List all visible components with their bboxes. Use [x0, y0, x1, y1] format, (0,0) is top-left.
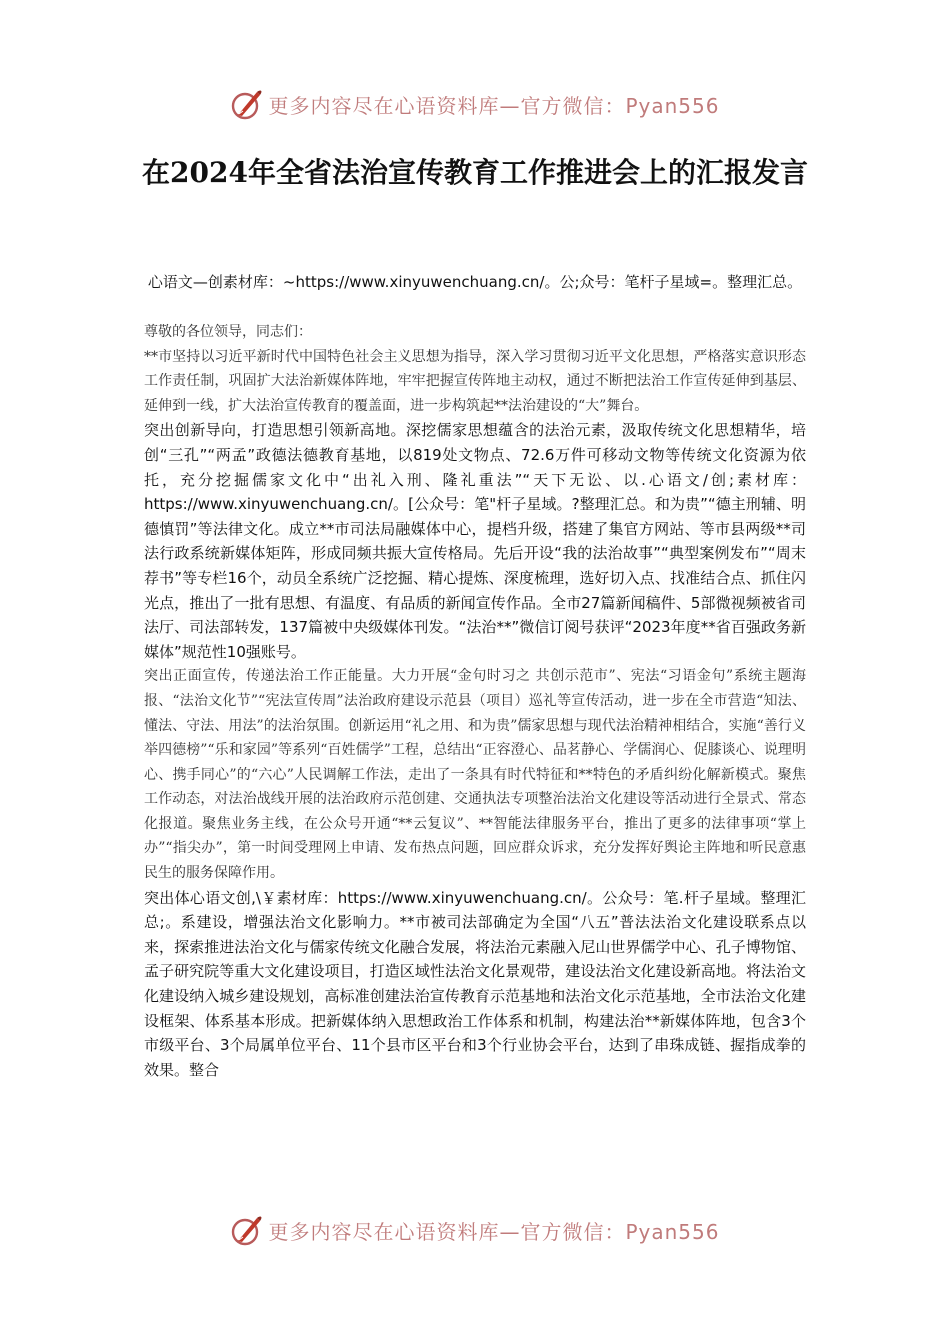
banner-text: 更多内容尽在心语资料库—官方微信：Pyan556 [268, 93, 720, 118]
document-body [144, 320, 806, 1082]
footer-banner [0, 1208, 950, 1252]
document-title: 在2024年全省法治宣传教育工作推进会上的汇报发言 [142, 156, 808, 189]
publicity-paragraph: 突出正面宣传，传递法治工作正能量。大力开展“金句时习之 共创示范市”、宪法“习语金句”系统主题海报、“法治文化节”“宪法宣传周”法治政府建设示范县（项目）巡礼等宣传活动，进一步在全市营造“知法、懂法、守法、用法”的法治氛围。创新运用“礼之用、和为贵”儒家思想与现代法治精神相结合，实施“善行义举四德榜”“乐和家园”等系列“百姓儒学”工程，总结出“正容澄心、品茗静心、学儒润心、促膝谈心、说理明心、携手同心”的“六心”人民调解工作法，走出了一条具有时代特征和**特色的矛盾纠纷化解新模式。聚焦工作动态，对法治战线开展的法治政府示范创建、交通执法专项整治法治文化建设等活动进行全景式、常态化报道。聚焦业务主线，在公众号开通“**云复议”、**智能法律服务平台，推出了更多的法律事项“掌上办”“指尖办”，第一时间受理网上申请、发布热点问题，回应群众诉求，充分发挥好舆论主阵地和听民意惠民生的服务保障作用。 [144, 668, 806, 882]
header-banner [0, 82, 950, 126]
system-paragraph: 突出体心语文创,\￥素材库：https://www.xinyuwenchuang.cn/。公众号：笔.杆子星域。整理汇总;。系建设，增强法治文化影响力。**市被司法部确定为全国“八五”普法法治文化建设联系点以来，探索推进法治文化与儒家传统文化融合发展，将法治元素融入尼山世界儒学中心、孔子博物馆、孟子研究院等重大文化建设项目，打造区域性法治文化景观带，建设法治文化建设新高地。将法治文化建设纳入城乡建设规划，高标准创建法治宣传教育示范基地和法治文化示范基地，全市法治文化建设框架、体系基本形成。把新媒体纳入思想政治工作体系和机制，构建法治**新媒体阵地，包含3个市级平台、3个局属单位平台、11个县市区平台和3个行业协会平台，达到了串珠成链、握指成拳的效果。整合 [144, 888, 806, 1079]
intro-paragraph: **市坚持以习近平新时代中国特色社会主义思想为指导，深入学习贯彻习近平文化思想，严格落实意识形态工作责任制，巩固扩大法治新媒体阵地，牢牢把握宣传阵地主动权，通过不断把法治工作宣传延伸到基层、延伸到一线，扩大法治宣传教育的覆盖面，进一步构筑起**法治建设的“大”舞台。 [144, 348, 806, 414]
banner-text: 更多内容尽在心语资料库—官方微信：Pyan556 [268, 1219, 720, 1244]
innovation-paragraph: 突出创新导向，打造思想引领新高地。深挖儒家思想蕴含的法治元素，汲取传统文化思想精华，培创“三孔”“两孟”政德法德教育基地，以819处文物点、72.6万件可移动文物等传统文化资源为依托，充分挖掘儒家文化中“出礼入刑、隆礼重法”“天下无讼、以.心语文/创;素材库：https://www.xinyuwenchuang.cn/。[公众号：笔"杆子星域。?整理汇总。和为贵”“德主刑辅、明德慎罚”等法律文化。成立**市司法局融媒体中心，提档升级，搭建了集官方网站、等市县两级**司法行政系统新媒体矩阵，形成同频共振大宣传格局。先后开设“我的法治故事”“典型案例发布”“周末荐书”等专栏16个，动员全系统广泛挖掘、精心提炼、深度梳理，选好切入点、找准结合点、抓住闪光点，推出了一批有思想、有温度、有品质的新闻宣传作品。全市27篇新闻稿件、5部微视频被省司法厅、司法部转发，137篇被中央级媒体刊发。“法治**”微信订阅号获评“2023年度**省百强政务新媒体”规范性10强账号。 [144, 421, 806, 661]
quill-pen-circle-icon [230, 1213, 264, 1247]
quill-pen-circle-icon [230, 87, 264, 121]
source-line: 心语文—创素材库：~https://www.xinyuwenchuang.cn/。公;众号：笔杆子星域=。整理汇总。 [147, 273, 803, 291]
greeting-paragraph: 尊敬的各位领导，同志们： [144, 324, 312, 340]
